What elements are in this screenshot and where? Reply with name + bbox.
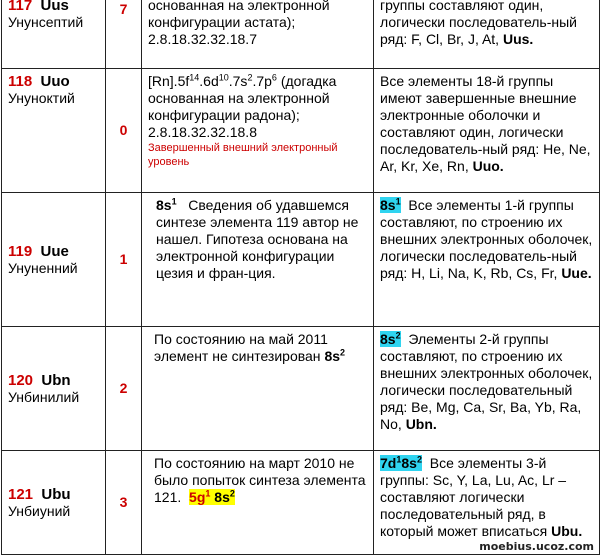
description-symbol: Ubu.: [551, 523, 583, 539]
element-table: [1, 0, 600, 555]
config-text: оснoванная на электронной конфигурации радона);: [148, 90, 330, 123]
element-cell: [2, 451, 106, 555]
element-symbol: 118 Uuo: [8, 73, 70, 90]
element-cell: [2, 0, 106, 69]
orbital-5g: $5g^1$: [189, 488, 211, 505]
group-number: 7: [106, 0, 142, 69]
config-text: По состоянию на май 2011 элемент не синтезирован: [154, 331, 328, 364]
config-cell: [142, 327, 374, 451]
description-cell: [374, 0, 600, 69]
description-text: Все элементы 18-й группы имеют завершенные внешние электронные оболочки и составляют один, логически последователь-ный ряд: He, Ne, Ar, Kr, Xe, Rn,: [380, 73, 591, 174]
table-row: [2, 327, 600, 451]
config-note: Завершенный внешний электронный уровень: [148, 142, 338, 168]
description-symbol: Ubn.: [405, 416, 437, 432]
orbital-highlight: [189, 489, 235, 505]
electron-config: $[Rn].5f^{14}.6d^{10}.7s^2.7p^6$ (догадка: [148, 72, 337, 89]
orbital-label: $8s^2$: [324, 347, 346, 364]
watermark: moebius.ucoz.com: [479, 540, 594, 553]
config-cell: [142, 193, 374, 327]
orbital-highlight: $8s^2$: [380, 330, 401, 347]
description-cell: [374, 193, 600, 327]
element-symbol: 120 Ubn: [8, 371, 71, 389]
group-number: 0: [106, 69, 142, 193]
description-cell: [374, 69, 600, 193]
description-cell: [374, 327, 600, 451]
element-name: Унбинилий: [8, 388, 80, 405]
config-shell: 2.8.18.32.32.18.8: [148, 124, 257, 140]
description-text: Все элементы 1-й группы составляют, по строению их внешних электронных оболочек, логически последователь-ный ряд: H, Li, Na, K, Rb, Cs, Fr,: [380, 197, 593, 281]
element-name: Унуноктий: [8, 90, 75, 106]
group-number: 3: [106, 451, 142, 555]
description-text: Все элементы 3-й группы: Sc, Y, La, Lu, Ac, Lr – составляют логически последовательный ряд, в который может вписаться: [380, 455, 567, 539]
element-name: Унуненний: [8, 259, 78, 276]
element-name: Унбиуний: [8, 502, 71, 519]
element-symbol: 121 Ubu: [8, 485, 71, 503]
table-row: [2, 193, 600, 327]
orbital-label: $8s^1$: [156, 196, 177, 213]
config-text: основанная на электронной конфигурации астата);: [148, 0, 330, 30]
table-row: [2, 69, 600, 193]
description-cell: [374, 451, 600, 555]
element-name: Унунсептий: [8, 14, 84, 30]
orbital-highlight: $7d^18s^2$: [380, 454, 422, 471]
orbital-highlight: $8s^1$: [380, 196, 401, 213]
orbital-8s: $8s^2$: [214, 488, 235, 505]
element-cell: [2, 69, 106, 193]
element-symbol: 119 Uue: [8, 242, 69, 260]
description-text: Элементы 2-й группы составляют, по строению их внешних электронных оболочек, логически последовательный ряд: Be, Mg, Ca, Sr, Ba, Yb, Ra, No,: [380, 331, 593, 432]
config-shell: 2.8.18.32.32.18.7: [148, 31, 257, 47]
table-row: [2, 451, 600, 555]
description-text: группы составляют один, логически последователь-ный ряд: F, Cl, Br, J, At,: [380, 0, 577, 47]
description-symbol: Uus.: [502, 31, 534, 47]
element-symbol: 117 Uus: [8, 0, 69, 14]
group-number: 2: [106, 327, 142, 451]
description-symbol: Uuo.: [472, 158, 504, 174]
element-cell: [2, 193, 106, 327]
config-cell: [142, 69, 374, 193]
config-cell: [142, 451, 374, 555]
table-row: [2, 0, 600, 69]
element-cell: [2, 327, 106, 451]
description-symbol: Uue.: [561, 265, 592, 281]
config-cell: [142, 0, 374, 69]
config-text: По состоянию на март 2010 не было попыток синтеза элемента 121.: [154, 455, 366, 505]
group-number: 1: [106, 193, 142, 327]
config-text: Сведения об удавшемся синтезе элемента 119 автор не нашел. Гипотеза основана на электронной конфигурации цезия и фран-ция.: [156, 197, 359, 281]
